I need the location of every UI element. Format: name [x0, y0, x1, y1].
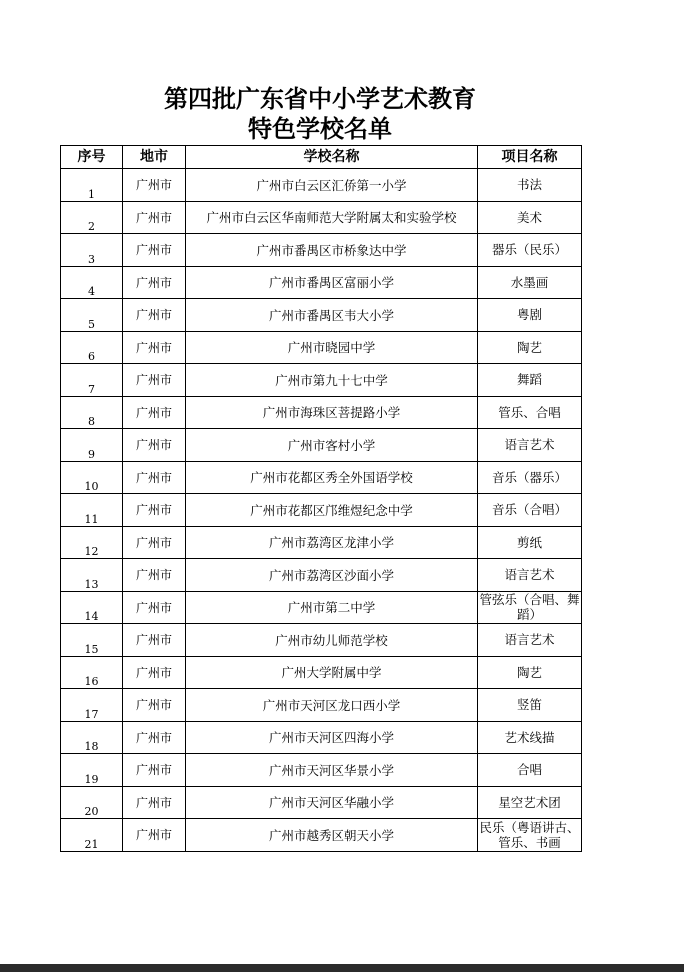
- row-seq: 14: [61, 591, 123, 624]
- row-school: 广州市第九十七中学: [186, 364, 478, 397]
- row-school: 广州大学附属中学: [186, 656, 478, 689]
- row-seq: 6: [61, 331, 123, 364]
- row-project: 器乐（民乐）: [478, 234, 582, 267]
- table-row: [61, 591, 582, 624]
- row-school: 广州市花都区邝维煜纪念中学: [186, 494, 478, 527]
- row-school: 广州市天河区四海小学: [186, 721, 478, 754]
- row-project: 管弦乐（合唱、舞蹈）: [479, 592, 580, 623]
- row-city: 广州市: [123, 786, 186, 819]
- row-seq: 19: [61, 754, 123, 787]
- row-city: 广州市: [123, 721, 186, 754]
- header-seq: 序号: [61, 146, 123, 169]
- table-row: [61, 656, 582, 689]
- row-seq: 11: [61, 494, 123, 527]
- row-project: 美术: [478, 201, 582, 234]
- document-title: [60, 84, 580, 144]
- row-project: 竖笛: [478, 689, 582, 722]
- row-school: 广州市花都区秀全外国语学校: [186, 461, 478, 494]
- row-school: 广州市幼儿师范学校: [186, 624, 478, 657]
- row-project: 书法: [478, 169, 582, 202]
- header-school: 学校名称: [186, 146, 478, 169]
- table-row: [61, 786, 582, 819]
- row-project: 管乐、合唱: [478, 396, 582, 429]
- row-city: 广州市: [123, 266, 186, 299]
- row-city: 广州市: [123, 494, 186, 527]
- row-seq: 8: [61, 396, 123, 429]
- table-row: [61, 201, 582, 234]
- row-project: 粤剧: [478, 299, 582, 332]
- row-school: 广州市天河区华景小学: [186, 754, 478, 787]
- row-seq: 17: [61, 689, 123, 722]
- row-project: 语言艺术: [478, 429, 582, 462]
- table-row: [61, 234, 582, 267]
- row-school: 广州市荔湾区龙津小学: [186, 526, 478, 559]
- row-city: 广州市: [123, 591, 186, 624]
- row-city: 广州市: [123, 429, 186, 462]
- title-line-2: 特色学校名单: [248, 115, 392, 143]
- table-row: [61, 266, 582, 299]
- row-project: 音乐（器乐）: [478, 461, 582, 494]
- row-city: 广州市: [123, 461, 186, 494]
- row-project: 语言艺术: [478, 559, 582, 592]
- row-city: 广州市: [123, 331, 186, 364]
- table-row: [61, 526, 582, 559]
- row-city: 广州市: [123, 169, 186, 202]
- row-seq: 15: [61, 624, 123, 657]
- row-seq: 18: [61, 721, 123, 754]
- header-city: 地市: [123, 146, 186, 169]
- row-city: 广州市: [123, 754, 186, 787]
- row-project: 水墨画: [478, 266, 582, 299]
- row-project: 民乐（粤语讲古、管乐、书画: [479, 819, 580, 850]
- row-seq: 2: [61, 201, 123, 234]
- table-row: [61, 689, 582, 722]
- row-project: 音乐（合唱）: [478, 494, 582, 527]
- row-city: 广州市: [123, 396, 186, 429]
- row-city: 广州市: [123, 819, 186, 852]
- row-city: 广州市: [123, 689, 186, 722]
- table-row: [61, 754, 582, 787]
- row-school: 广州市第二中学: [186, 591, 478, 624]
- row-seq: 1: [61, 169, 123, 202]
- row-school: 广州市白云区汇侨第一小学: [186, 169, 478, 202]
- row-school: 广州市海珠区菩提路小学: [186, 396, 478, 429]
- row-school: 广州市番禺区市桥象达中学: [186, 234, 478, 267]
- row-seq: 13: [61, 559, 123, 592]
- row-seq: 16: [61, 656, 123, 689]
- row-project: 剪纸: [478, 526, 582, 559]
- title-line-1: 第四批广东省中小学艺术教育: [164, 85, 476, 113]
- table-row: [61, 494, 582, 527]
- row-seq: 9: [61, 429, 123, 462]
- table-row: [61, 169, 582, 202]
- row-project: 陶艺: [478, 656, 582, 689]
- row-project: 语言艺术: [478, 624, 582, 657]
- row-project: 陶艺: [478, 331, 582, 364]
- row-city: 广州市: [123, 526, 186, 559]
- table-row: [61, 364, 582, 397]
- row-seq: 7: [61, 364, 123, 397]
- school-list-table: [60, 145, 582, 852]
- row-city: 广州市: [123, 559, 186, 592]
- row-city: 广州市: [123, 364, 186, 397]
- row-school: 广州市番禺区韦大小学: [186, 299, 478, 332]
- row-seq: 21: [61, 819, 123, 852]
- table-row: [61, 396, 582, 429]
- table-row: [61, 624, 582, 657]
- table-row: [61, 299, 582, 332]
- row-school: 广州市白云区华南师范大学附属太和实验学校: [186, 201, 478, 234]
- table-header-row: [61, 146, 582, 169]
- row-city: 广州市: [123, 299, 186, 332]
- row-city: 广州市: [123, 624, 186, 657]
- row-school: 广州市越秀区朝天小学: [186, 819, 478, 852]
- bottom-bar: [0, 964, 684, 972]
- row-seq: 5: [61, 299, 123, 332]
- row-school: 广州市晓园中学: [186, 331, 478, 364]
- table-row: [61, 429, 582, 462]
- row-school: 广州市客村小学: [186, 429, 478, 462]
- row-school: 广州市天河区龙口西小学: [186, 689, 478, 722]
- row-seq: 10: [61, 461, 123, 494]
- row-project: 艺术线描: [478, 721, 582, 754]
- row-seq: 12: [61, 526, 123, 559]
- header-project: 项目名称: [478, 146, 582, 169]
- table-row: [61, 559, 582, 592]
- row-school: 广州市天河区华融小学: [186, 786, 478, 819]
- row-project: 星空艺术团: [478, 786, 582, 819]
- row-school: 广州市番禺区富丽小学: [186, 266, 478, 299]
- row-seq: 3: [61, 234, 123, 267]
- row-project: 合唱: [478, 754, 582, 787]
- row-city: 广州市: [123, 201, 186, 234]
- table-row: [61, 819, 582, 852]
- row-seq: 20: [61, 786, 123, 819]
- table-row: [61, 331, 582, 364]
- row-project: 舞蹈: [478, 364, 582, 397]
- table-row: [61, 461, 582, 494]
- table-row: [61, 721, 582, 754]
- row-school: 广州市荔湾区沙面小学: [186, 559, 478, 592]
- row-seq: 4: [61, 266, 123, 299]
- row-city: 广州市: [123, 234, 186, 267]
- row-city: 广州市: [123, 656, 186, 689]
